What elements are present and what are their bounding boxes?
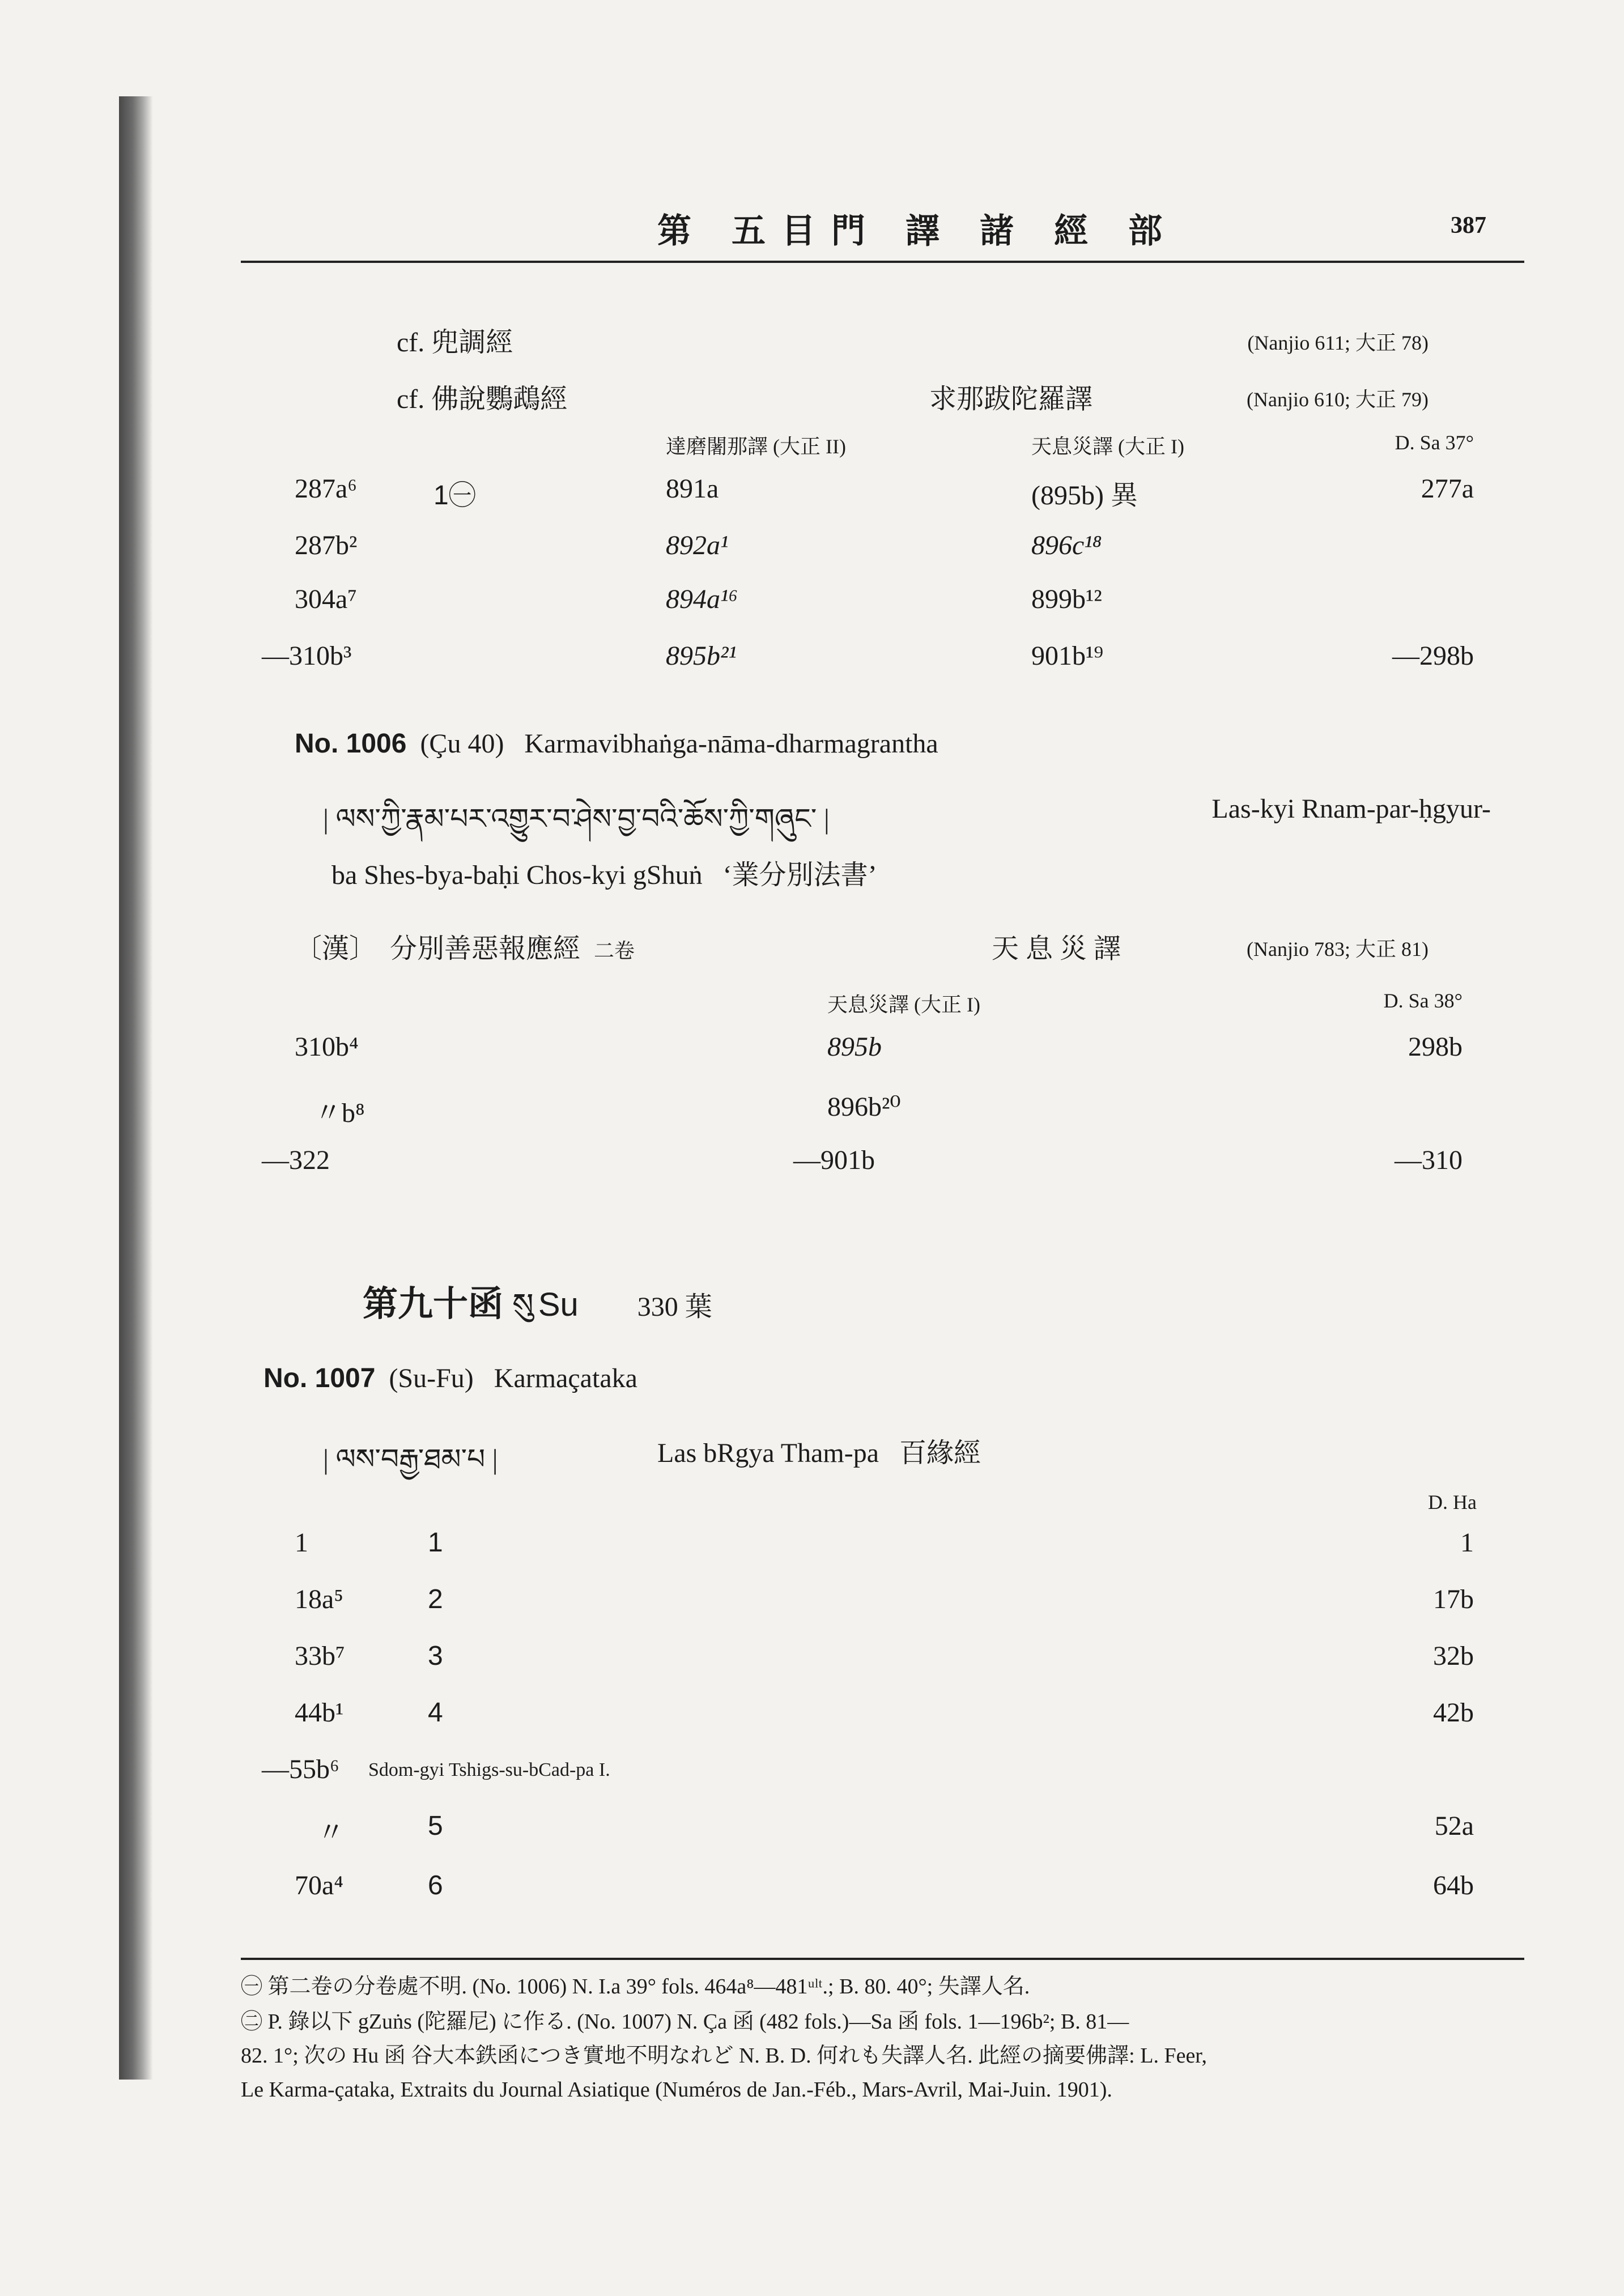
translit-text: ba Shes-bya-baḥi Chos-kyi gShuṅ (331, 860, 703, 890)
chinese-title: 分別善惡報應經 (390, 934, 581, 964)
folio: 70a⁴ (295, 1870, 344, 1900)
chinese-volumes: 二卷 (594, 939, 635, 962)
folio: —55b⁶ (262, 1754, 339, 1784)
folio: —322 (262, 1145, 330, 1175)
section-latin: Su (538, 1286, 579, 1323)
table-row (0, 1091, 1624, 1128)
cf-ref-2-translator: 求那跋陀羅譯 (929, 384, 1093, 414)
derge: 17b (1433, 1584, 1474, 1614)
entry-number: No. 1007 (263, 1363, 376, 1393)
folio: 〃 (317, 1818, 345, 1848)
col-header-tianxizai: 天息災譯 (大正 I) (827, 993, 980, 1016)
footnote-2: ㊁ P. 錄以下 gZuṅs (陀羅尼) に作る. (No. 1007) N. Ça 函 (482 fols.)—Sa 函 fols. 1—196b²; B. 81— (241, 2010, 1129, 2034)
table-2-header (0, 989, 1624, 1023)
table-row (0, 1527, 1624, 1561)
section-number: 4 (428, 1698, 443, 1728)
derge: 42b (1433, 1698, 1474, 1728)
table-row (0, 1754, 1624, 1788)
section-tibetan: སུ (512, 1288, 534, 1323)
taisho-i: 901b¹⁹ (1031, 641, 1104, 671)
entry-1007-translit (657, 1431, 981, 1470)
derge: 64b (1433, 1870, 1474, 1900)
folio: 310b⁴ (295, 1032, 359, 1062)
section-number: 1 (428, 1528, 443, 1558)
taisho-ii: 895b²¹ (666, 641, 737, 671)
entry-1006-chinese-translator: 天 息 災 譯 (992, 934, 1121, 964)
table-row (0, 1584, 1624, 1618)
col-header-tianxizai: 天息災譯 (大正 I) (1031, 435, 1184, 458)
footnote-1: ㊀ 第二卷の分卷處不明. (No. 1006) N. I.a 39° fols. 464a⁸—481ᵘˡᵗ.; B. 80. 40°; 失譯人名. (241, 1975, 1030, 1999)
col-header-dharmajnana: 達磨闍那譯 (大正 II) (666, 435, 846, 458)
section-heading (363, 1269, 712, 1359)
entry-title: Karmaçataka (494, 1363, 637, 1393)
taisho-i: 895b (827, 1032, 882, 1062)
section-number: 1㊀ (433, 481, 476, 511)
entry-1007-tibetan: | ལས་བརྒྱ་ཐམ་པ | (323, 1443, 498, 1475)
folio: 44b¹ (295, 1698, 344, 1728)
derge: —310 (1395, 1145, 1463, 1175)
table-row (0, 530, 1624, 564)
col-header-derge: D. Sa 37° (1395, 431, 1474, 454)
entry-1006-translit-2 (331, 853, 877, 892)
page-number: 387 (1451, 212, 1486, 239)
entry-1006-tibetan: | ལས་ཀྱི་རྣམ་པར་འགྱུར་བ་ཤེས་བྱ་བའི་ཆོས་ཀྱི་གཞུང་ | (323, 803, 830, 835)
taisho-i: 899b¹² (1031, 584, 1102, 614)
col-header-derge: D. Sa 38° (1383, 989, 1463, 1012)
table-3-header (0, 1490, 1624, 1524)
entry-1006-chinese (295, 926, 635, 966)
section-title: 第九十函 (363, 1285, 504, 1324)
table-row (0, 640, 1624, 674)
cf-ref-2-label: cf. 佛說鸚鵡經 (397, 384, 568, 414)
folio: 1 (295, 1528, 308, 1558)
table-row (0, 1640, 1624, 1674)
folio: 18a⁵ (295, 1584, 344, 1614)
folio: 304a⁷ (295, 584, 358, 614)
taisho-i: (895b) 異 (1031, 481, 1138, 511)
folio: 287a⁶ (295, 474, 358, 504)
taisho-i: 896b²⁰ (827, 1092, 901, 1122)
table-row (0, 1810, 1624, 1848)
taisho-ii: 892a¹ (666, 530, 729, 560)
verse-note: Sdom-gyi Tshigs-su-bCad-pa I. (368, 1759, 610, 1780)
derge: —298b (1392, 641, 1474, 671)
entry-code: (Su-Fu) (389, 1363, 474, 1393)
header-rule (241, 261, 1524, 263)
entry-title: Karmavibhaṅga-nāma-dharmagrantha (524, 729, 938, 759)
running-header (0, 204, 1624, 255)
section-number: 5 (428, 1811, 443, 1841)
folio: —310b³ (262, 641, 352, 671)
cf-ref-1-label: cf. 兜調經 (397, 328, 513, 358)
translit-text: Las bRgya Tham-pa (657, 1438, 879, 1468)
col-header-derge-ha: D. Ha (1428, 1491, 1477, 1513)
table-row (0, 1697, 1624, 1731)
japanese-title: ‘業分別法書’ (722, 860, 877, 890)
section-number: 2 (428, 1584, 443, 1614)
table-row (0, 584, 1624, 618)
table-1-header (0, 431, 1624, 465)
derge: 277a (1421, 474, 1474, 504)
entry-1006-chinese-ref: (Nanjio 783; 大正 81) (1247, 938, 1429, 960)
entry-1006-translit-1: Las-kyi Rnam-par-ḥgyur- (1211, 794, 1491, 824)
derge: 32b (1433, 1641, 1474, 1671)
table-row (0, 1870, 1624, 1904)
entry-1006-heading (295, 728, 938, 759)
taisho-i: 896c¹⁸ (1031, 530, 1102, 560)
derge: 52a (1434, 1811, 1474, 1841)
footnote-2-cont-b: Le Karma-çataka, Extraits du Journal Asiatique (Numéros de Jan.-Féb., Mars-Avril, Mai-Juin. 1901). (241, 2078, 1112, 2102)
folio: 287b² (295, 530, 358, 560)
taisho-ii: 891a (666, 474, 719, 504)
table-row (0, 1031, 1624, 1065)
section-count: 330 葉 (637, 1292, 712, 1322)
entry-number: No. 1006 (295, 729, 407, 759)
taisho-i: —901b (793, 1145, 875, 1175)
chinese-title: 百緣經 (899, 1438, 981, 1468)
footnote-2-cont-a: 82. 1°; 次の Hu 函 谷大本鉄函につき實地不明なれど N. B. D. 何れも失譯人名. 此經の摘要佛譯: L. Feer, (241, 2044, 1207, 2068)
cf-ref-2-nanjio: (Nanjio 610; 大正 79) (1247, 388, 1429, 411)
folio: 33b⁷ (295, 1641, 345, 1671)
footnote-rule (241, 1958, 1524, 1960)
folio: 〃b⁸ (314, 1098, 365, 1128)
taisho-ii: 894a¹⁶ (666, 584, 738, 614)
entry-1007-heading (263, 1363, 637, 1394)
derge: 1 (1460, 1528, 1474, 1558)
table-row (0, 1145, 1624, 1179)
entry-code: (Çu 40) (420, 729, 504, 759)
header-title: 第 五目門 譯 諸 經 部 (657, 212, 1178, 250)
cf-ref-1-nanjio: (Nanjio 611; 大正 78) (1247, 331, 1429, 354)
section-number: 3 (428, 1641, 443, 1671)
chinese-label: 〔漢〕 (295, 934, 377, 964)
section-number: 6 (428, 1870, 443, 1900)
derge: 298b (1408, 1032, 1463, 1062)
table-row (0, 473, 1624, 511)
